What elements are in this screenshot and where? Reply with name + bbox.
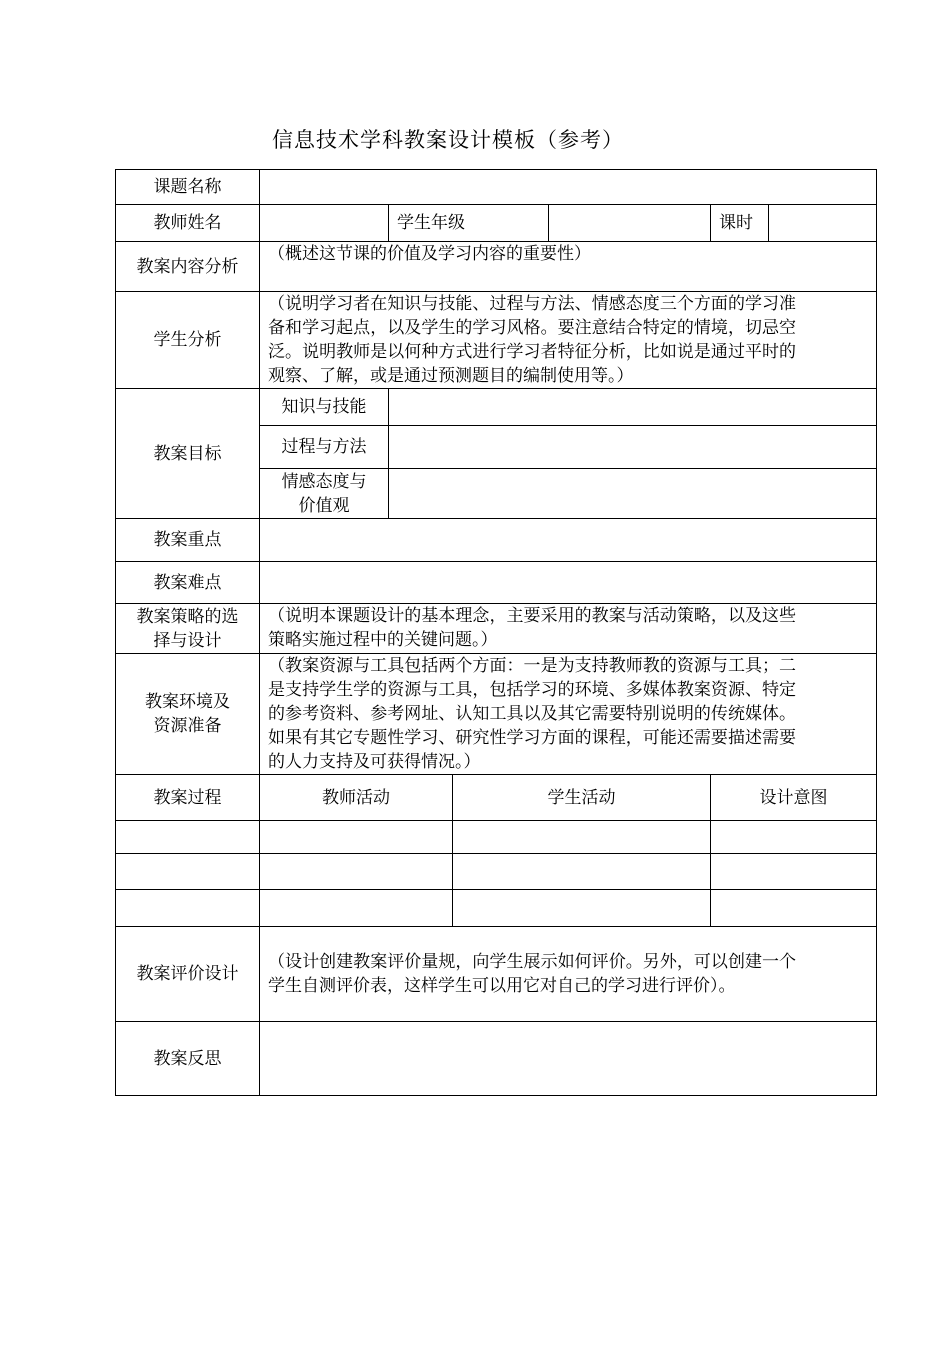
hours-field[interactable] <box>769 205 877 242</box>
grade-field[interactable] <box>549 205 711 242</box>
difficulties-label: 教案难点 <box>116 562 260 604</box>
topic-field[interactable] <box>260 170 877 205</box>
col-teacher-activity: 教师活动 <box>260 775 453 821</box>
hours-label: 课时 <box>711 205 769 242</box>
design-intent-cell[interactable] <box>711 854 877 890</box>
environment-label <box>116 654 260 775</box>
teacher-field[interactable] <box>260 205 389 242</box>
content-label: 教案内容分析 <box>116 242 260 292</box>
strategy-label-line2: 择与设计 <box>153 630 222 651</box>
student-note[interactable]: （说明学习者在知识与技能、过程与方法、情感态度三个方面的学习准备和学习起点，以及学生的学习风格。要注意结合特定的情境，切忌空泛。说明教师是以何种方式进行学习者特征分析，比如说是通过平时的观察、了解，或是通过预测题目的编制使用等。） <box>260 292 877 389</box>
reflection-label: 教案反思 <box>116 1022 260 1096</box>
grade-label: 学生年级 <box>389 205 549 242</box>
goal-knowledge-label: 知识与技能 <box>260 389 389 426</box>
lesson-plan-form <box>115 169 877 1096</box>
row-strategy <box>116 604 877 654</box>
evaluation-note[interactable]: （设计创建教案评价量规，向学生展示如何评价。另外，可以创建一个学生自测评价表，这样学生可以用它对自己的学习进行评价）。 <box>260 927 877 1022</box>
col-student-activity: 学生活动 <box>453 775 711 821</box>
row-teacher <box>116 205 877 242</box>
process-step-cell[interactable] <box>116 890 260 927</box>
goal-emotion-line2: 价值观 <box>298 495 350 516</box>
strategy-label-line1: 教案策略的选 <box>136 606 239 627</box>
environment-note[interactable]: （教案资源与工具包括两个方面：一是为支持教师教的资源与工具；二是支持学生学的资源与工具，包括学习的环境、多媒体教案资源、特定的参考资料、参考网址、认知工具以及其它需要特别说明的传统媒体。如果有其它专题性学习、研究性学习方面的课程，可能还需要描述需要的人力支持及可获得情况。） <box>260 654 877 775</box>
topic-label: 课题名称 <box>116 170 260 205</box>
student-activity-cell[interactable] <box>453 890 711 927</box>
goal-knowledge-field[interactable] <box>389 389 877 426</box>
teacher-activity-cell[interactable] <box>260 854 453 890</box>
evaluation-label: 教案评价设计 <box>116 927 260 1022</box>
table-row <box>116 890 877 927</box>
row-process-header <box>116 775 877 821</box>
teacher-activity-cell[interactable] <box>260 890 453 927</box>
row-goals-knowledge <box>116 389 877 426</box>
goal-process-label: 过程与方法 <box>260 426 389 469</box>
environment-label-line1: 教案环境及 <box>145 692 230 712</box>
student-label: 学生分析 <box>116 292 260 389</box>
row-topic <box>116 170 877 205</box>
row-difficulties <box>116 562 877 604</box>
row-key-points <box>116 519 877 562</box>
process-label: 教案过程 <box>116 775 260 821</box>
process-step-cell[interactable] <box>116 854 260 890</box>
teacher-label: 教师姓名 <box>116 205 260 242</box>
row-student <box>116 292 877 389</box>
row-content <box>116 242 877 292</box>
key-points-label: 教案重点 <box>116 519 260 562</box>
strategy-note[interactable]: （说明本课题设计的基本理念，主要采用的教案与活动策略，以及这些策略实施过程中的关键问题。） <box>260 604 877 654</box>
col-design-intent: 设计意图 <box>711 775 877 821</box>
process-step-cell[interactable] <box>116 821 260 854</box>
key-points-field[interactable] <box>260 519 877 562</box>
goal-process-field[interactable] <box>389 426 877 469</box>
student-activity-cell[interactable] <box>453 854 711 890</box>
student-activity-cell[interactable] <box>453 821 711 854</box>
row-environment <box>116 654 877 775</box>
row-reflection <box>116 1022 877 1096</box>
teacher-activity-cell[interactable] <box>260 821 453 854</box>
environment-label-line2: 资源准备 <box>153 716 222 736</box>
goal-emotion-label <box>260 469 389 519</box>
reflection-field[interactable] <box>260 1022 877 1096</box>
goal-emotion-line1: 情感态度与 <box>281 471 367 492</box>
goals-label: 教案目标 <box>116 389 260 519</box>
page-title: 信息技术学科教案设计模板（参考） <box>272 128 624 152</box>
goal-emotion-field[interactable] <box>389 469 877 519</box>
content-note[interactable]: （概述这节课的价值及学习内容的重要性） <box>260 242 877 292</box>
design-intent-cell[interactable] <box>711 890 877 927</box>
design-intent-cell[interactable] <box>711 821 877 854</box>
difficulties-field[interactable] <box>260 562 877 604</box>
table-row <box>116 854 877 890</box>
table-row <box>116 821 877 854</box>
row-evaluation <box>116 927 877 1022</box>
strategy-label <box>116 604 260 654</box>
